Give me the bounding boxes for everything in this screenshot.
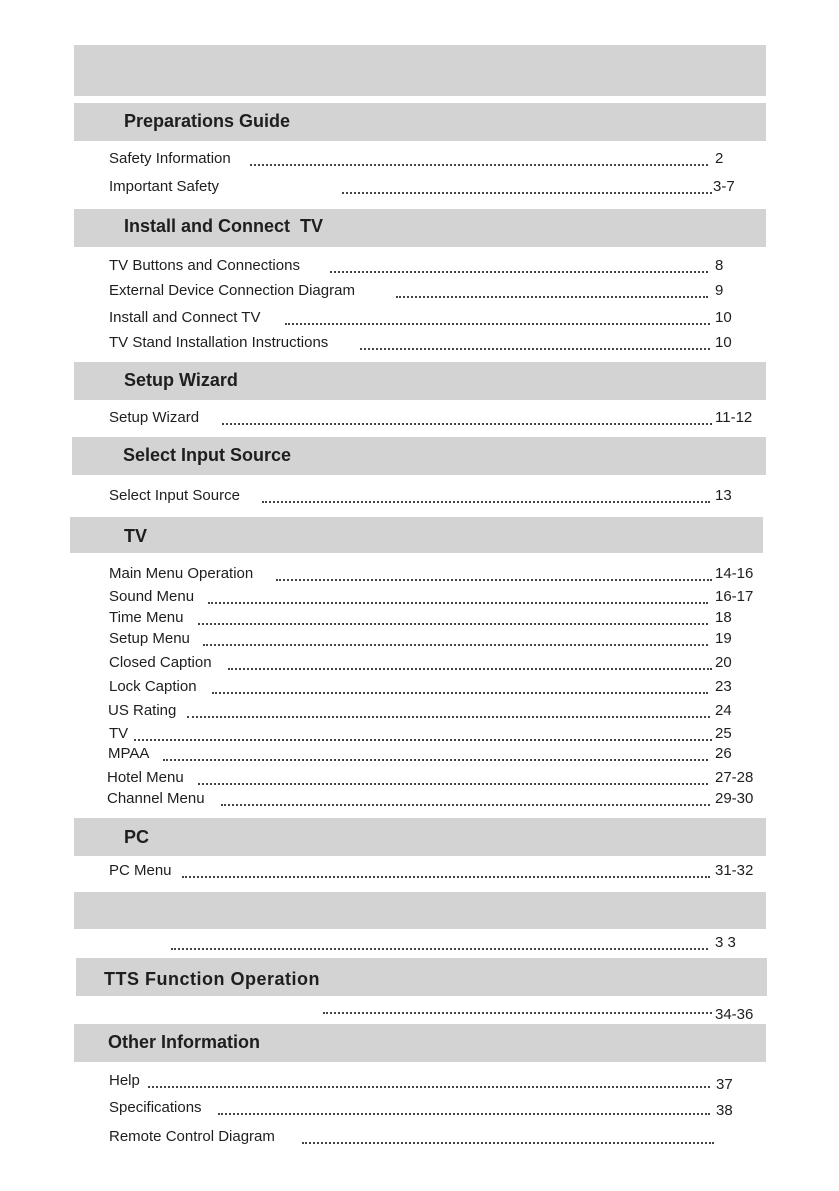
toc-entry-label: PC Menu — [109, 862, 172, 879]
toc-leader — [221, 804, 710, 806]
toc-leader — [302, 1142, 714, 1144]
toc-entry-page: 18 — [715, 609, 732, 626]
toc-entry-label: Channel Menu — [107, 790, 205, 807]
toc-leader — [212, 692, 708, 694]
toc-entry-page: 37 — [716, 1076, 733, 1093]
header-bar-blank-top — [74, 45, 766, 96]
toc-leader — [228, 668, 712, 670]
toc-entry-page: 23 — [715, 678, 732, 695]
toc-entry-label: MPAA — [108, 745, 150, 762]
toc-leader — [198, 783, 708, 785]
toc-entry-label: Specifications — [109, 1099, 202, 1116]
toc-leader — [285, 323, 710, 325]
toc-entry-page: 24 — [715, 702, 732, 719]
toc-entry-page: 29-30 — [715, 790, 754, 807]
toc-entry-label: Time Menu — [109, 609, 184, 626]
toc-leader — [134, 739, 712, 741]
toc-leader — [342, 192, 712, 194]
toc-entry-label: Help — [109, 1072, 140, 1089]
toc-entry-label: External Device Connection Diagram — [109, 282, 355, 299]
toc-entry-page: 27-28 — [715, 769, 754, 786]
section-title-select-input-source: Select Input Source — [123, 445, 292, 465]
toc-entry-page: 2 — [715, 150, 724, 167]
toc-entry-page: 19 — [715, 630, 732, 647]
toc-entry-page: 10 — [715, 334, 732, 351]
toc-leader — [250, 164, 708, 166]
toc-leader — [218, 1113, 710, 1115]
toc-entry-page: 3 3 — [715, 934, 736, 951]
toc-entry-page: 25 — [715, 725, 732, 742]
toc-entry-label: Closed Caption — [109, 654, 212, 671]
toc-entry-page: 8 — [715, 257, 724, 274]
toc-entry-label: Select Input Source — [109, 487, 240, 504]
toc-leader — [163, 759, 708, 761]
toc-entry-label: Main Menu Operation — [109, 565, 254, 582]
toc-entry-label: TV Stand Installation Instructions — [109, 334, 329, 351]
toc-leader — [330, 271, 708, 273]
toc-entry-page: 31-32 — [715, 862, 754, 879]
toc-entry-page: 26 — [715, 745, 732, 762]
toc-entry-label: Safety Information — [109, 150, 231, 167]
toc-leader — [360, 348, 710, 350]
toc-entry-page: 10 — [715, 309, 732, 326]
toc-leader — [182, 876, 710, 878]
toc-leader — [276, 579, 712, 581]
toc-leader — [148, 1086, 710, 1088]
section-title-pc: PC — [124, 827, 150, 847]
toc-leader — [323, 1012, 712, 1014]
toc-entry-label: Setup Wizard — [109, 409, 200, 426]
toc-entry-label: Sound Menu — [109, 588, 195, 605]
toc-entry-label: TV — [109, 725, 129, 742]
toc-entry-page: 16-17 — [715, 588, 754, 605]
toc-leader — [222, 423, 712, 425]
toc-leader — [203, 644, 708, 646]
toc-entry-page: 11-12 — [715, 409, 753, 426]
section-title-tv: TV — [124, 526, 148, 546]
toc-entry-page: 13 — [715, 487, 732, 504]
toc-leader — [171, 948, 708, 950]
section-bar-tv — [70, 517, 763, 553]
section-bar-pc — [74, 818, 766, 856]
toc-leader — [396, 296, 708, 298]
toc-leader — [262, 501, 710, 503]
toc-leader — [208, 602, 708, 604]
section-title-tts-function-operation: TTS Function Operation — [104, 969, 320, 989]
toc-entry-label: Lock Caption — [109, 678, 197, 695]
toc-entry-label: Install and Connect TV — [109, 309, 261, 326]
toc-entry-page: 14-16 — [715, 565, 754, 582]
toc-leader — [198, 623, 708, 625]
toc-entry-page: 34-36 — [715, 1006, 754, 1023]
toc-entry-label: Important Safety — [109, 178, 220, 195]
section-title-install-and-connect-tv: Install and Connect TV — [124, 216, 324, 236]
toc-entry-label: TV Buttons and Connections — [109, 257, 300, 274]
section-title-preparations-guide: Preparations Guide — [124, 111, 291, 131]
toc-entry-label: Hotel Menu — [107, 769, 184, 786]
section-title-other-information: Other Information — [108, 1032, 260, 1052]
section-title-setup-wizard: Setup Wizard — [124, 370, 238, 390]
toc-entry-page: 3-7 — [713, 178, 735, 195]
toc-entry-label: US Rating — [108, 702, 177, 719]
toc-leader — [187, 716, 710, 718]
toc-entry-page: 20 — [715, 654, 732, 671]
toc-entry-page: 9 — [715, 282, 724, 299]
toc-entry-label: Remote Control Diagram — [109, 1128, 275, 1145]
toc-entry-label: Setup Menu — [109, 630, 190, 647]
toc-entry-page: 38 — [716, 1102, 733, 1119]
section-bar-blank — [74, 892, 766, 929]
